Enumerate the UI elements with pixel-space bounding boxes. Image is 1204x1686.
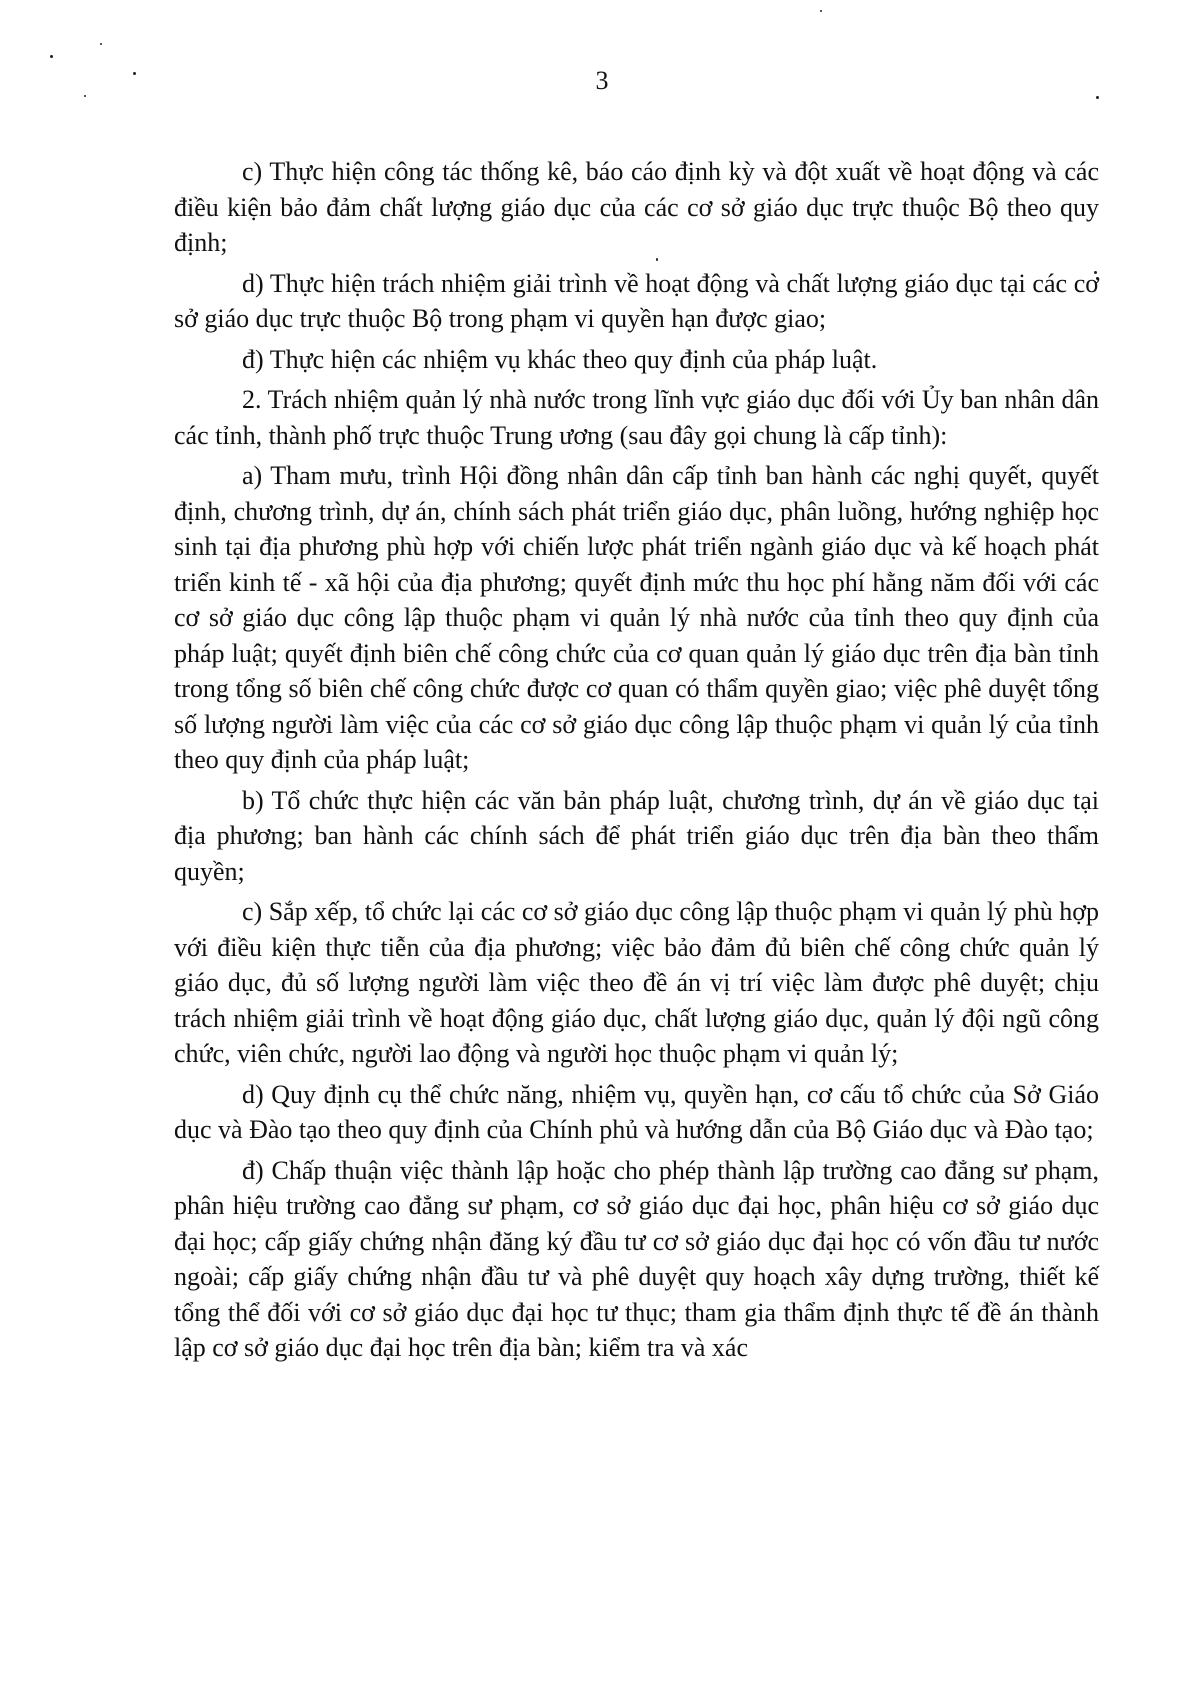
- paragraph-c-reorganize: c) Sắp xếp, tổ chức lại các cơ sở giáo dục công lập thuộc phạm vi quản lý phù hợp với điều kiện thực tiễn của địa phương; việc bảo đảm đủ biên chế công chức quản lý giáo dục, đủ số lượng người làm việc theo đề án vị trí việc làm được phê duyệt; chịu trách nhiệm giải trình về hoạt động giáo dục, chất lượng giáo dục, quản lý đội ngũ công chức, viên chức, người lao động và người học thuộc phạm vi quản lý;: [174, 897, 1099, 1068]
- paragraph-d-accountability: d) Thực hiện trách nhiệm giải trình về hoạt động và chất lượng giáo dục tại các cơ sở giáo dục trực thuộc Bộ trong phạm vi quyền hạn được giao;: [174, 268, 1099, 333]
- paragraph-2-provincial-responsibility: 2. Trách nhiệm quản lý nhà nước trong lĩnh vực giáo dục đối với Ủy ban nhân dân các tỉnh, thành phố trực thuộc Trung ương (sau đây gọi chung là cấp tỉnh):: [174, 385, 1099, 450]
- scan-speck: [50, 55, 53, 58]
- paragraph-d-regulate: d) Quy định cụ thể chức năng, nhiệm vụ, quyền hạn, cơ cấu tổ chức của Sở Giáo dục và Đào tạo theo quy định của Chính phủ và hướng dẫn của Bộ Giáo dục và Đào tạo;: [174, 1079, 1099, 1144]
- scan-speck: [100, 43, 102, 45]
- document-body: [174, 154, 1099, 1371]
- scan-speck: [820, 10, 822, 12]
- scan-speck: [1096, 96, 1099, 99]
- paragraph-dd-approve: đ) Chấp thuận việc thành lập hoặc cho phép thành lập trường cao đẳng sư phạm, phân hiệu trường cao đẳng sư phạm, cơ sở giáo dục đại học, phân hiệu cơ sở giáo dục đại học; cấp giấy chứng nhận đăng ký đầu tư cơ sở giáo dục đại học có vốn đầu tư nước ngoài; cấp giấy chứng nhận đầu tư và phê duyệt quy hoạch xây dựng trường, thiết kế tổng thể đối với cơ sở giáo dục đại học tư thục; tham gia thẩm định thực tế đề án thành lập cơ sở giáo dục đại học trên địa bàn; kiểm tra và xác: [174, 1155, 1099, 1362]
- paragraph-c-statistics: c) Thực hiện công tác thống kê, báo cáo định kỳ và đột xuất về hoạt động và các điều kiện bảo đảm chất lượng giáo dục của các cơ sở giáo dục trực thuộc Bộ theo quy định;: [174, 157, 1099, 257]
- paragraph-a-advise: a) Tham mưu, trình Hội đồng nhân dân cấp tỉnh ban hành các nghị quyết, quyết định, chương trình, dự án, chính sách phát triển giáo dục, phân luồng, hướng nghiệp học sinh tại địa phương phù hợp với chiến lược phát triển ngành giáo dục và kế hoạch phát triển kinh tế - xã hội của địa phương; quyết định mức thu học phí hằng năm đối với các cơ sở giáo dục công lập thuộc phạm vi quản lý nhà nước của tỉnh theo quy định của pháp luật; quyết định biên chế công chức của cơ quan quản lý giáo dục trên địa bàn tỉnh trong tổng số biên chế công chức được cơ quan có thẩm quyền giao; việc phê duyệt tổng số lượng người làm việc của các cơ sở giáo dục công lập thuộc phạm vi quản lý của tỉnh theo quy định của pháp luật;: [174, 461, 1099, 774]
- page-number: 3: [595, 66, 609, 95]
- paragraph-dd-other-duties: đ) Thực hiện các nhiệm vụ khác theo quy định của pháp luật.: [242, 344, 878, 374]
- paragraph-b-implement: b) Tổ chức thực hiện các văn bản pháp luật, chương trình, dự án về giáo dục tại địa phương; ban hành các chính sách để phát triển giáo dục trên địa bàn theo thẩm quyền;: [174, 785, 1099, 886]
